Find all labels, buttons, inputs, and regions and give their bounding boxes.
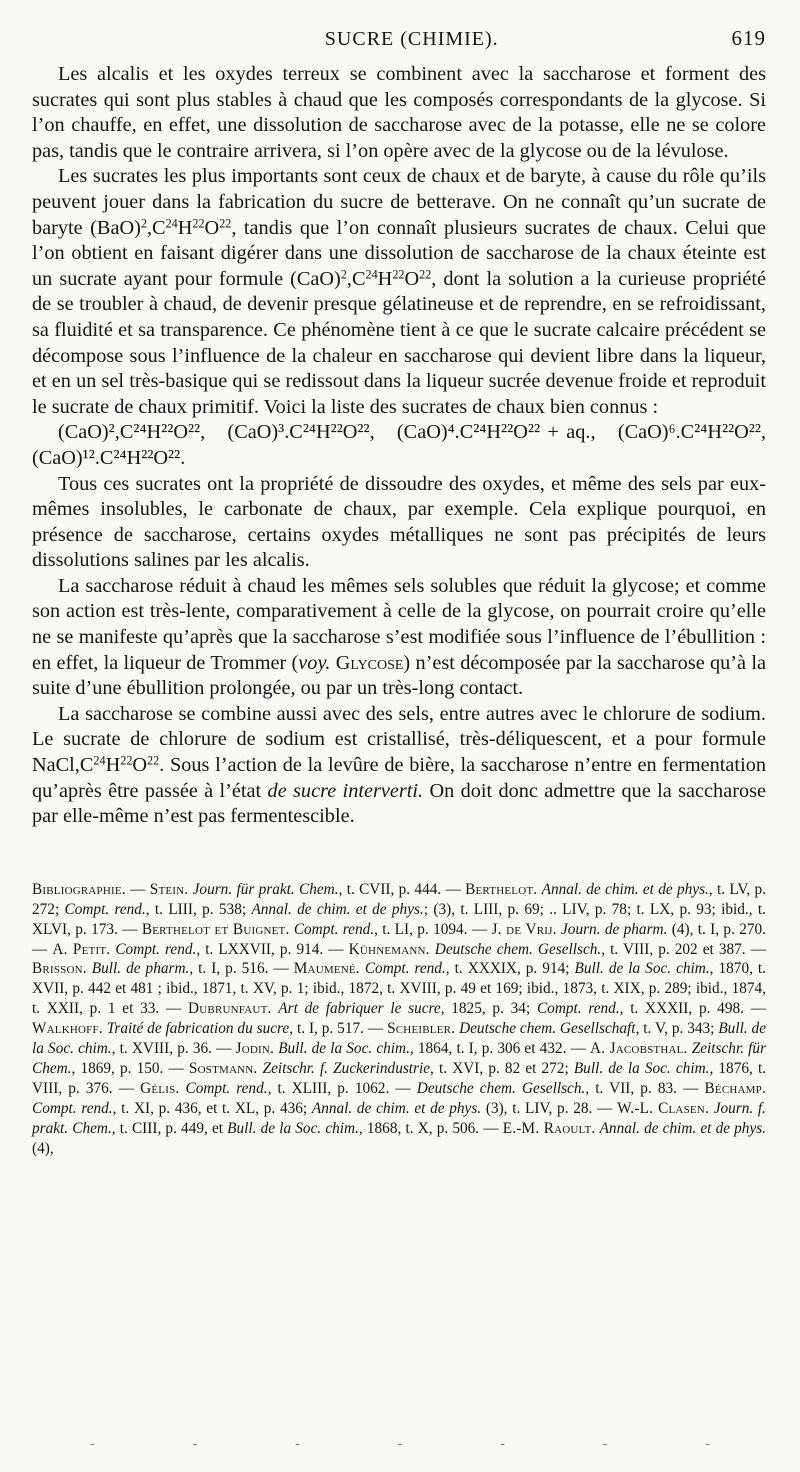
formula-5: (CaO)¹².C²⁴H²²O²². xyxy=(32,446,186,469)
biblio-source: Journ. f. prakt. Chem. xyxy=(32,1099,767,1137)
formula-1: (CaO)²,C²⁴H²²O²² xyxy=(58,421,201,444)
biblio-source: Deutsche chem. Gesellsch. xyxy=(434,940,602,958)
biblio-ref: (4), t. I, p. 270. — xyxy=(32,920,767,958)
biblio-author: Gélis. xyxy=(140,1079,180,1097)
biblio-ref: , 1864, t. I, p. 306 et 432. — xyxy=(409,1040,590,1058)
biblio-ref: , t. LV, p. 272; xyxy=(32,880,766,918)
footer-dashes: - - - - - - - xyxy=(90,1436,710,1452)
bibliography-label: Bibliographie. xyxy=(32,880,126,898)
biblio-ref: , t. I, p. 517. — xyxy=(289,1020,388,1038)
biblio-source: Bull. de la Soc. chim. xyxy=(32,1020,766,1058)
crossref-glycose: Glycose xyxy=(335,651,404,674)
page-number: 619 xyxy=(731,26,766,50)
biblio-author: Brisson. xyxy=(32,960,87,978)
biblio-ref: , t. XVIII, p. 36. — xyxy=(111,1040,236,1058)
biblio-author: Berthelot. xyxy=(465,880,538,898)
biblio-source: Zeitschr. für Chem. xyxy=(32,1040,767,1077)
biblio-source: Zeitschr. f. Zuckerindustrie xyxy=(262,1059,431,1077)
biblio-author: Dubrunfaut. xyxy=(188,1000,272,1018)
biblio-source: Compt. rend. xyxy=(185,1079,268,1097)
biblio-ref: , t. VII, p. 83. — xyxy=(585,1079,705,1097)
biblio-ref: , t. XXXIX, p. 914; xyxy=(445,960,575,978)
biblio-source: Compt. rend. xyxy=(293,920,375,938)
biblio-ref: , 1869, p. 150. — xyxy=(71,1059,189,1077)
biblio-ref: , t. CVII, p. 444. — xyxy=(338,880,466,898)
biblio-source: Compt. rend. xyxy=(32,1099,113,1117)
biblio-ref: , t. LIII, p. 538; xyxy=(145,900,252,918)
biblio-author: A. Jacobsthal. xyxy=(589,1040,688,1058)
biblio-source: Deutsche chem. Gesellschaft xyxy=(459,1020,636,1038)
biblio-ref: , t. V, p. 343; xyxy=(635,1020,719,1038)
biblio-source: Compt. rend. xyxy=(536,1000,620,1018)
biblio-author: Sostmann. xyxy=(188,1059,258,1077)
paragraph-sucrates: Les sucrates les plus importants sont ceux de chaux et de baryte, à cause du rôle qu’ils peuvent jouer dans la fabrication du sucre de betterave. On ne connaît qu’un sucrate de baryte $(BaO)^2,C^{24}H^{22}O^{22}$, tandis que l’on connaît plusieurs sucrates de chaux. Celui que l’on obtient en faisant digérer dans une dissolution de saccharose de la chaux éteinte est un sucrate ayant pour formule $(CaO)^2,C^{24}H^{22}O^{22}$, dont la solution a la curieuse propriété de se troubler à chaud, de devenir presque gélatineuse et de reprendre, en se refroidissant, sa fluidité et sa transparence. Ce phénomène tient à ce que le sucrate calcaire précédent se décompose sous l’influence de la chaleur en saccharose qui devient libre dans la liqueur, et en un sel très-basique qui se redissout dans la liqueur sucrée devenue froide et reproduit le sucrate de chaux primitif. Voici la liste des sucrates de chaux bien connus : xyxy=(32,165,766,418)
biblio-author: Jodin. xyxy=(235,1040,275,1058)
biblio-ref: , t. LXXVII, p. 914. — xyxy=(196,940,349,958)
main-text xyxy=(32,62,766,830)
biblio-source: Annal. de chim. et de phys. xyxy=(311,1099,482,1117)
biblio-author: Maumené. xyxy=(293,960,360,978)
biblio-author: E.-M. Raoult. xyxy=(502,1119,596,1137)
biblio-ref: , 1870, t. XVII, p. 442 et 481 ; ibid., 1871, t. XV, p. 1; ibid., 1872, t. XVIII, p. 49 et 169; ibid., 1873, t. XIX, p. 289; ibid., 1874, t. XXII, p. 1 et 33. — xyxy=(32,960,767,1018)
bibliography: Bibliographie. — Stein. Journ. für prakt. Chem., t. CVII, p. 444. — Berthelot. Annal. de chim. et de phys., t. LV, p. 272; Compt. rend., t. LIII, p. 538; Annal. de chim. et de phys.; (3), t. LIII, p. 69; .. LIV, p. 78; t. LX, p. 93; ibid., t. XLVI, p. 173. — Berthelot et Buignet. Compt. rend., t. LI, p. 1094. — J. de Vrij. Journ. de pharm. (4), t. I, p. 270. — A. Petit. Compt. rend., t. LXXVII, p. 914. — Kühnemann. Deutsche chem. Gesellsch., t. VIII, p. 202 et 387. — Brisson. Bull. de pharm., t. I, p. 516. — Maumené. Compt. rend., t. XXXIX, p. 914; Bull. de la Soc. chim., 1870, t. XVII, p. 442 et 481 ; ibid., 1871, t. XV, p. 1; ibid., 1872, t. XVIII, p. 49 et 169; ibid., 1873, t. XIX, p. 289; ibid., 1874, t. XXII, p. 1 et 33. — Dubrunfaut. Art de fabriquer le sucre, 1825, p. 34; Compt. rend., t. XXXII, p. 498. — Walkhoff. Traité de fabrication du sucre, t. I, p. 517. — Scheibler. Deutsche chem. Gesellschaft, t. V, p. 343; Bull. de la Soc. chim., t. XVIII, p. 36. — Jodin. Bull. de la Soc. chim., 1864, t. I, p. 306 et 432. — A. Jacobsthal. Zeitschr. für Chem., 1869, p. 150. — Sostmann. Zeitschr. f. Zuckerindustrie, t. XVI, p. 82 et 272; Bull. de la Soc. chim., 1876, t. VIII, p. 376. — Gélis. Compt. rend., t. XLIII, p. 1062. — Deutsche chem. Gesellsch., t. VII, p. 83. — Béchamp. Compt. rend., t. XI, p. 436, et t. XL, p. 436; Annal. de chim. et de phys. (3), t. LIV, p. 28. — W.-L. Clasen. Journ. f. prakt. Chem., t. CIII, p. 449, et Bull. de la Soc. chim., 1868, t. X, p. 506. — E.-M. Raoult. Annal. de chim. et de phys. (4), xyxy=(32,880,767,1157)
paragraph-dissoudre: Tous ces sucrates ont la propriété de dissoudre des oxydes, et même des sels par eux-mêmes insolubles, le carbonate de chaux, par exemple. Cela explique pourquoi, en présence de saccharose, certains oxydes métalliques ne sont pas précipités de leurs dissolutions salines par les alcalis. xyxy=(32,472,766,572)
biblio-ref: , t. VIII, p. 202 et 387. — xyxy=(601,940,766,958)
page xyxy=(32,26,766,1159)
biblio-source: Compt. rend. xyxy=(364,960,446,978)
biblio-author: Berthelot et Buignet. xyxy=(141,920,290,938)
biblio-source: Bull. de pharm. xyxy=(91,960,190,978)
biblio-source: Traité de fabrication du sucre xyxy=(106,1020,290,1038)
paragraph-chlorure: La saccharose se combine aussi avec des sels, entre autres avec le chlorure de sodium. Le sucrate de chlorure de sodium est cristallisé, très-déliquescent, et a pour formule $NaCl,C^{24}H^{22}O^{22}$. Sous l’action de la levûre de bière, la saccharose n’entre en fermentation qu’après être passée à l’état de sucre interverti. On doit donc admettre que la saccharose par elle-même n’est pas fermentescible. xyxy=(32,702,766,828)
biblio-source: Bull. de la Soc. chim. xyxy=(573,1059,710,1077)
biblio-ref: , 1825, p. 34; xyxy=(440,1000,537,1018)
biblio-author: J. de Vrij. xyxy=(491,920,557,938)
header-title: SUCRE (CHIMIE). xyxy=(324,28,499,50)
biblio-source: Annal. de chim. et de phys. xyxy=(599,1119,767,1137)
biblio-ref: (3), t. LIV, p. 28. — xyxy=(481,1099,618,1117)
biblio-ref: , t. I, p. 516. — xyxy=(189,960,294,978)
biblio-source: Journ. für prakt. Chem. xyxy=(192,880,339,898)
running-header xyxy=(32,26,766,56)
biblio-author: W.-L. Clasen. xyxy=(617,1099,709,1117)
biblio-ref: , 1876, t. VIII, p. 376. — xyxy=(32,1059,767,1097)
biblio-source: Annal. de chim. et de phys. xyxy=(541,880,709,898)
biblio-source: Art de fabriquer le sucre xyxy=(278,1000,441,1018)
biblio-author: Stein. xyxy=(149,880,189,898)
biblio-author: Kühnemann. xyxy=(348,940,430,958)
biblio-ref: , t. XXXII, p. 498. — xyxy=(619,1000,766,1018)
formula-2: (CaO)³.C²⁴H²²O²² xyxy=(227,421,370,444)
biblio-source: Deutsche chem. Gesellsch. xyxy=(416,1079,586,1097)
biblio-source: Bull. de la Soc. chim. xyxy=(574,960,710,978)
biblio-ref: , t. XLIII, p. 1062. — xyxy=(267,1079,417,1097)
biblio-source: Bull. de la Soc. chim. xyxy=(278,1040,410,1058)
biblio-ref: ; (3), t. LIII, p. 69; .. LIV, p. 78; t. LX, p. 93; ibid., t. XLVI, p. 173. — xyxy=(32,900,766,938)
paragraph-alcalis: Les alcalis et les oxydes terreux se combinent avec la saccharose et forment des sucrates qui sont plus stables à chaud que les composés correspondants de la glycose. Si l’on chauffe, en effet, une dissolution de saccharose avec de la potasse, elle ne se colore pas, tandis que le contraire arrivera, si l’on opère avec de la glycose ou de la lévulose. xyxy=(32,63,766,162)
formula-3: (CaO)⁴.C²⁴H²²O²² + aq. xyxy=(396,421,591,444)
biblio-ref: , t. LI, p. 1094. — xyxy=(374,920,492,938)
bibliography-entries xyxy=(32,881,766,1157)
formula-list: (CaO)²,C²⁴H²²O²², (CaO)³.C²⁴H²²O²², (CaO)⁴.C²⁴H²²O²² + aq., (CaO)⁶.C²⁴H²²O²², (CaO)¹².C²⁴H²²O²². xyxy=(32,421,767,469)
formula-4: (CaO)⁶.C²⁴H²²O²² xyxy=(617,421,761,444)
biblio-source: Annal. de chim. et de phys. xyxy=(251,900,424,918)
biblio-author: Béchamp. xyxy=(704,1079,766,1097)
biblio-source: Bull. de la Soc. chim. xyxy=(227,1119,359,1137)
biblio-ref: , t. XVI, p. 82 et 272; xyxy=(430,1059,574,1077)
biblio-author: Walkhoff. xyxy=(32,1020,103,1038)
biblio-ref: , 1868, t. X, p. 506. — xyxy=(358,1119,503,1137)
biblio-source: Compt. rend. xyxy=(115,940,197,958)
biblio-ref: (4), xyxy=(32,1139,54,1157)
biblio-author: Scheibler. xyxy=(387,1020,456,1038)
paragraph-reduit: La saccharose réduit à chaud les mêmes sels solubles que réduit la glycose; et comme son action est très-lente, comparativement à celle de la glycose, on pourrait croire qu’elle ne se manifeste qu’après que la saccharose s’est modifiée sous l’influence de l’ébullition : en effet, la liqueur de Trommer (voy. Glycose) n’est décomposée par la saccharose qu’à la suite d’une ébullition prolongée, ou par un très-long contact. xyxy=(32,574,766,700)
biblio-author: A. Petit. xyxy=(52,940,111,958)
biblio-source: Journ. de pharm. xyxy=(561,920,668,938)
biblio-ref: , t. XI, p. 436, et t. XL, p. 436; xyxy=(112,1099,312,1117)
biblio-source: Compt. rend. xyxy=(64,900,146,918)
biblio-ref: , t. CIII, p. 449, et xyxy=(111,1119,228,1137)
